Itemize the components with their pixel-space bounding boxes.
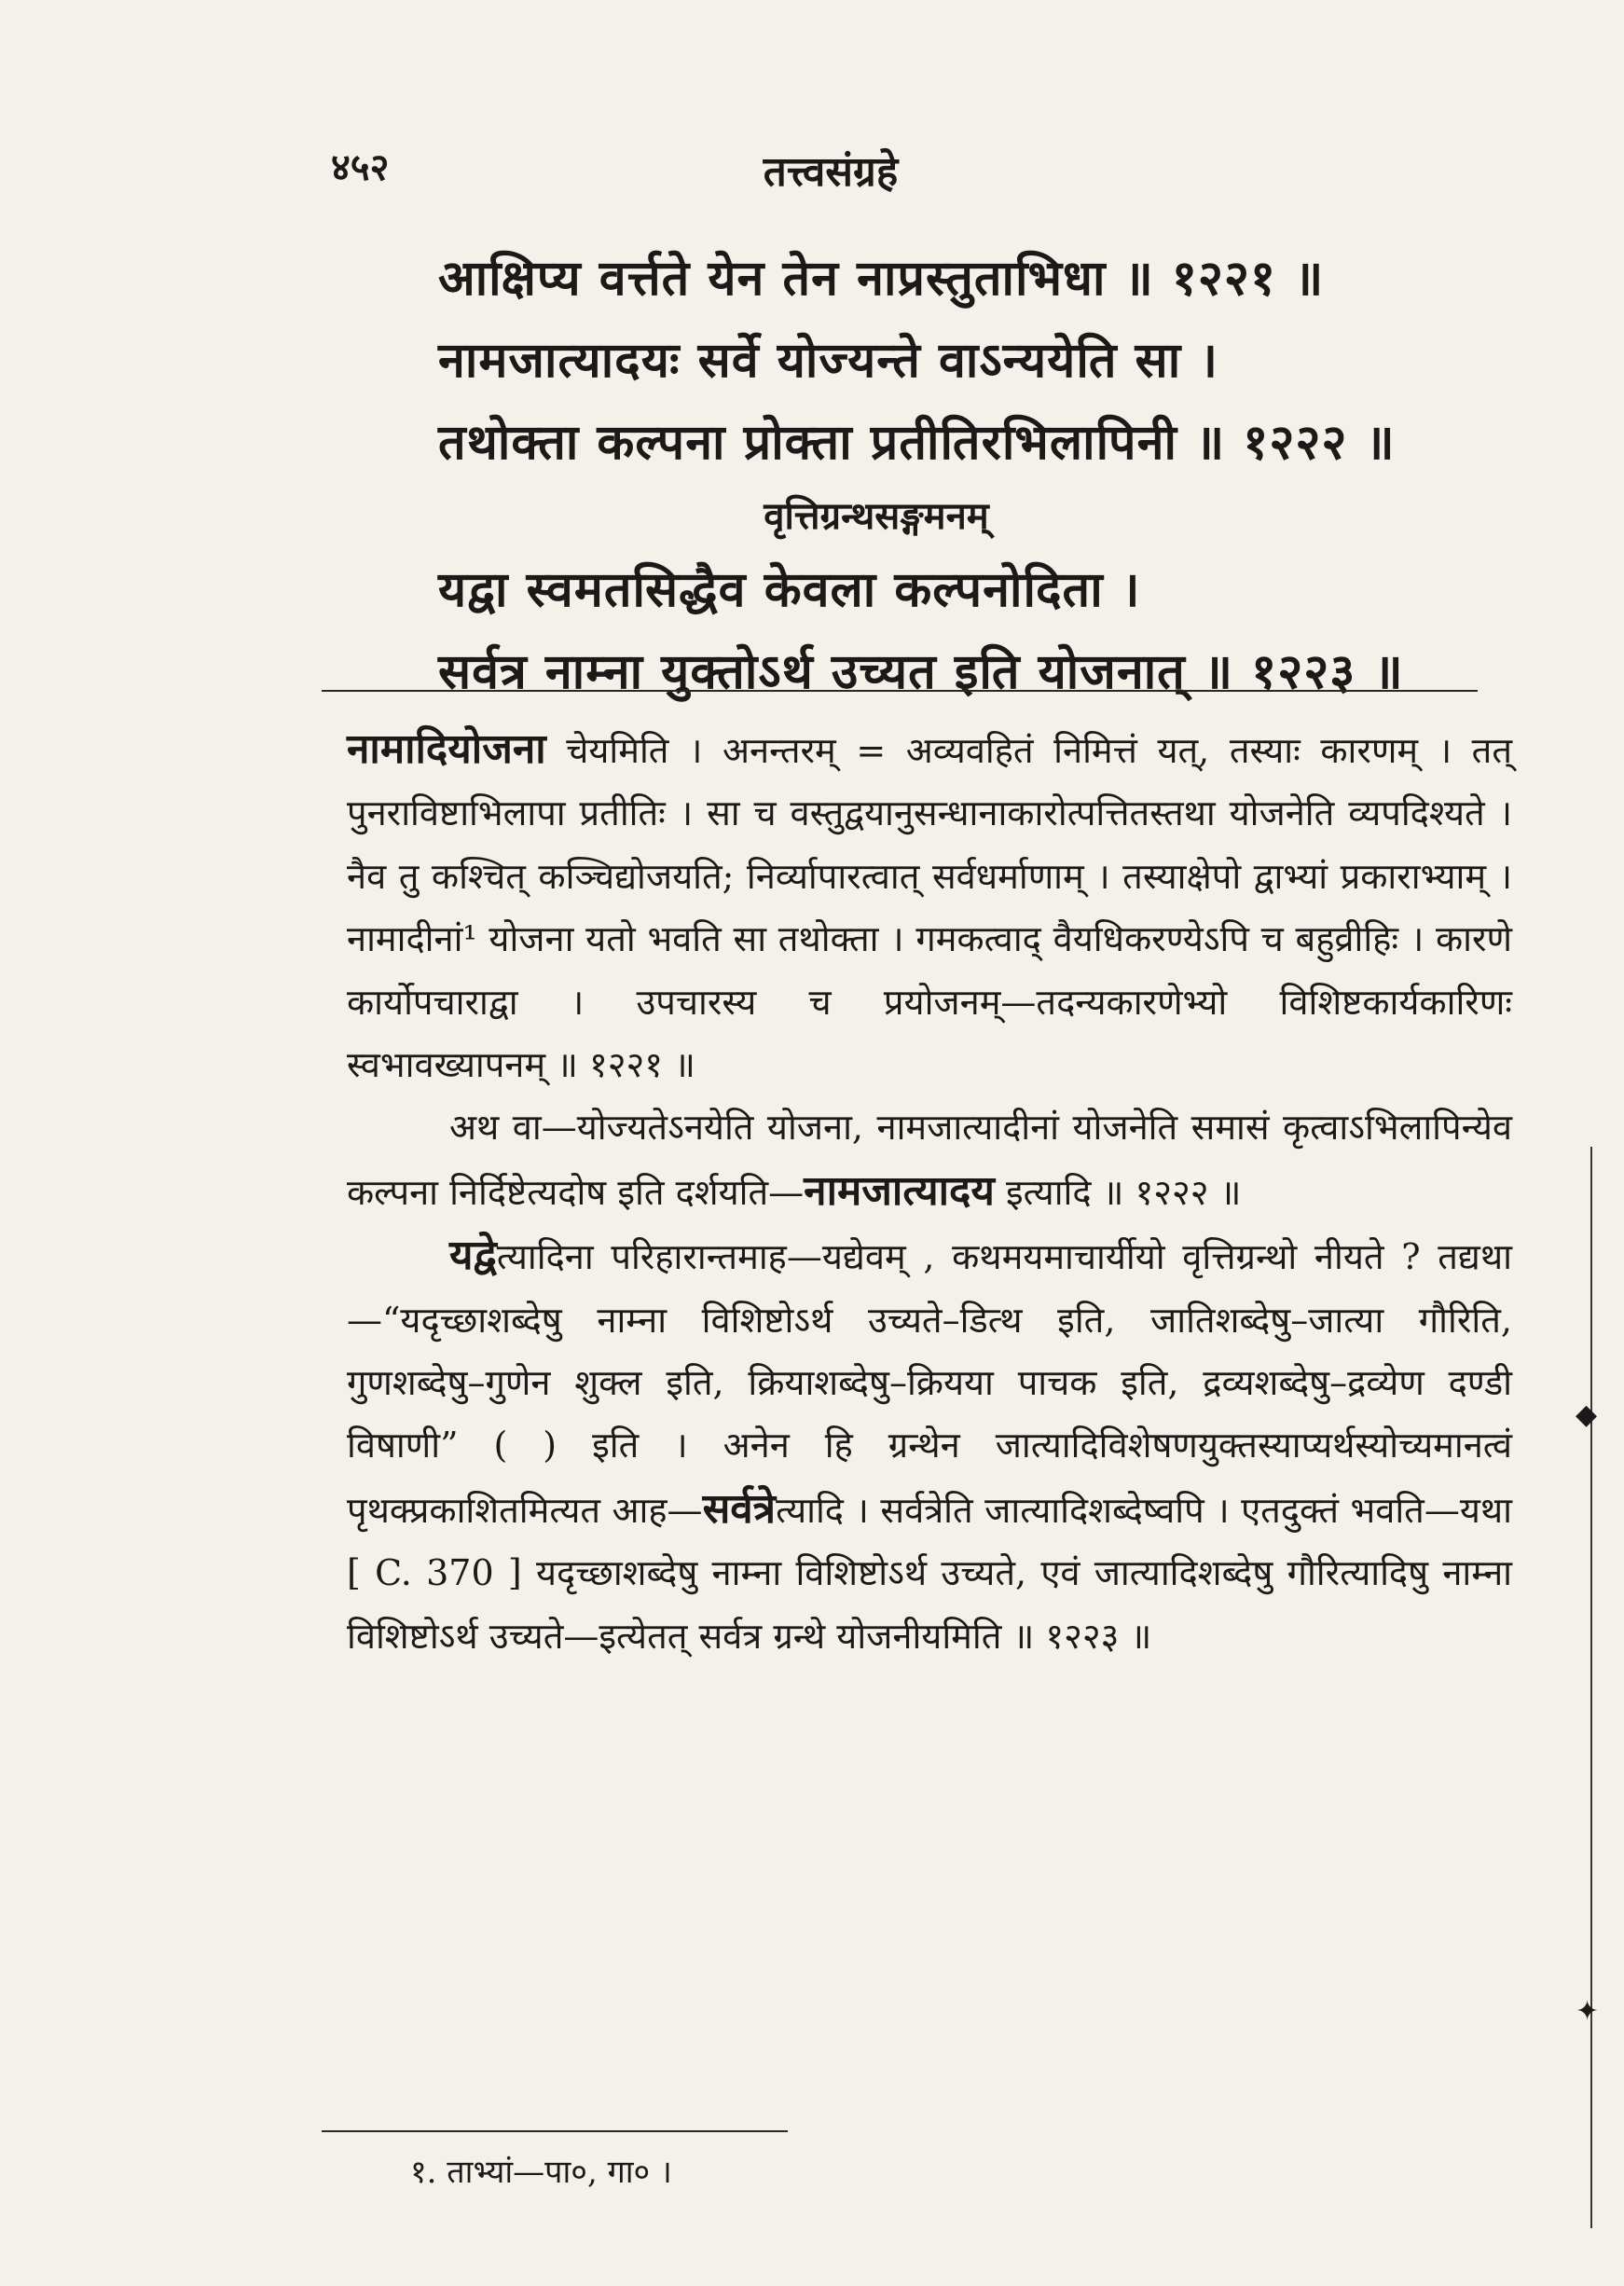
commentary-paragraph-3 [347,1224,1512,1668]
lemma: यद्वे [449,1232,497,1280]
commentary-text: इत्यादि ॥ १२२२ ॥ [994,1171,1242,1213]
running-title: तत्त्वसंग्रहे [763,148,899,196]
commentary-text: त्यादि । सर्वत्रेति जात्यादिशब्देष्वपि । एतदुक्तं भवति—यथा [ C. 370 ] यदृच्छाशब्देषु नाम्ना विशिष्टोऽर्थ उच्यते, एवं जात्यादिशब्देषु गौरित्यादिषु नाम्ना विशिष्टोऽर्थ उच्यते—इत्येतत् सर्वत्र ग्रन्थे योजनीयमिति ॥ १२२३ ॥ [347,1489,1513,1657]
verse-divider-rule [322,690,1478,692]
verse-block [438,238,1482,713]
lemma: नामादियोजना [347,725,546,773]
verse-line-5: सर्वत्र नाम्ना युक्तोऽर्थ उच्यत इति योजनात् ॥ १२२३ ॥ [438,643,1404,700]
verse-line-3: तथोक्ता कल्पना प्रोक्ता प्रतीतिरभिलापिनी ॥ १२२२ ॥ [438,414,1396,471]
commentary-text: चेयमिति । अनन्तरम् = अव्यवहितं निमित्तं यत्, तस्याः कारणम् । तत् पुनराविष्टाभिलापा प्रतीतिः । सा च वस्तुद्वयानुसन्धानाकारोत्पत्तितस्तथा योजनेति व्यपदिश्यते । नैव तु कश्चित् कञ्चिद्योजयति; निर्व्यापारत्वात् सर्वधर्माणाम् । तस्याक्षेपो द्वाभ्यां प्रकाराभ्याम् । नामादीनां¹ योजना यतो भवति सा तथोक्ता । गमकत्वाद् वैयधिकरण्येऽपि च बहुव्रीहिः । कारणे कार्योपचाराद्वा । उपचारस्य च प्रयोजनम्—तदन्यकारणेभ्यो विशिष्टकार्यकारिणः स्वभावख्यापनम् ॥ १२२१ ॥ [347,730,1512,1086]
verse-line-2: नामजात्यादयः सर्वे योज्यन्ते वाऽन्ययेति सा । [438,332,1218,389]
verse-line-1: आक्षिप्य वर्त्तते येन तेन नाप्रस्तुताभिधा ॥ १२२१ ॥ [438,250,1325,307]
lemma: नामजात्यादय [804,1166,995,1215]
binding-edge-line [1590,1147,1592,2228]
commentary-paragraph-2 [347,1096,1512,1224]
commentary-block [347,718,1512,1668]
footnote-rule [322,2130,788,2132]
section-heading: वृत्तिग्रन्थसङ्गमनम् [764,494,989,538]
binding-mark: ◆ [1576,1398,1598,1431]
lemma: सर्वत्रे [702,1484,777,1533]
commentary-text: अथ वा—योज्यतेऽनयेति योजना, नामजात्यादीनां योजनेति समासं कृत्वाऽभिलापिन्येव कल्पना निर्दिष्टेत्यदोष इति दर्शयति— [347,1107,1512,1213]
verse-line-4: यद्वा स्वमतसिद्धैव केवला कल्पनोदिता । [438,561,1141,618]
commentary-paragraph-1 [347,718,1512,1096]
footnote: १. ताभ्यां—पा०, गा० । [410,2154,672,2191]
binding-mark: ✦ [1576,1995,1600,2028]
page-number: ४५२ [331,145,390,189]
commentary-text: त्यादिना परिहारान्तमाह—यद्येवम् , कथमयमाचार्यीयो वृत्तिग्रन्थो नीयते ? तद्यथा—“यदृच्छाशब्देषु नाम्ना विशिष्टोऽर्थ उच्यते–डित्थ इति, जातिशब्देषु–जात्या गौरिति, गुणशब्देषु–गुणेन शुक्ल इति, क्रियाशब्देषु–क्रियया पाचक इति, द्रव्यशब्देषु–द्रव्येण दण्डी विषाणी” ( ) इति । अनेन हि ग्रन्थेन जात्यादिविशेषणयुक्तस्याप्यर्थस्योच्यमानत्वं पृथक्प्रकाशितमित्यत आह— [347,1236,1512,1531]
